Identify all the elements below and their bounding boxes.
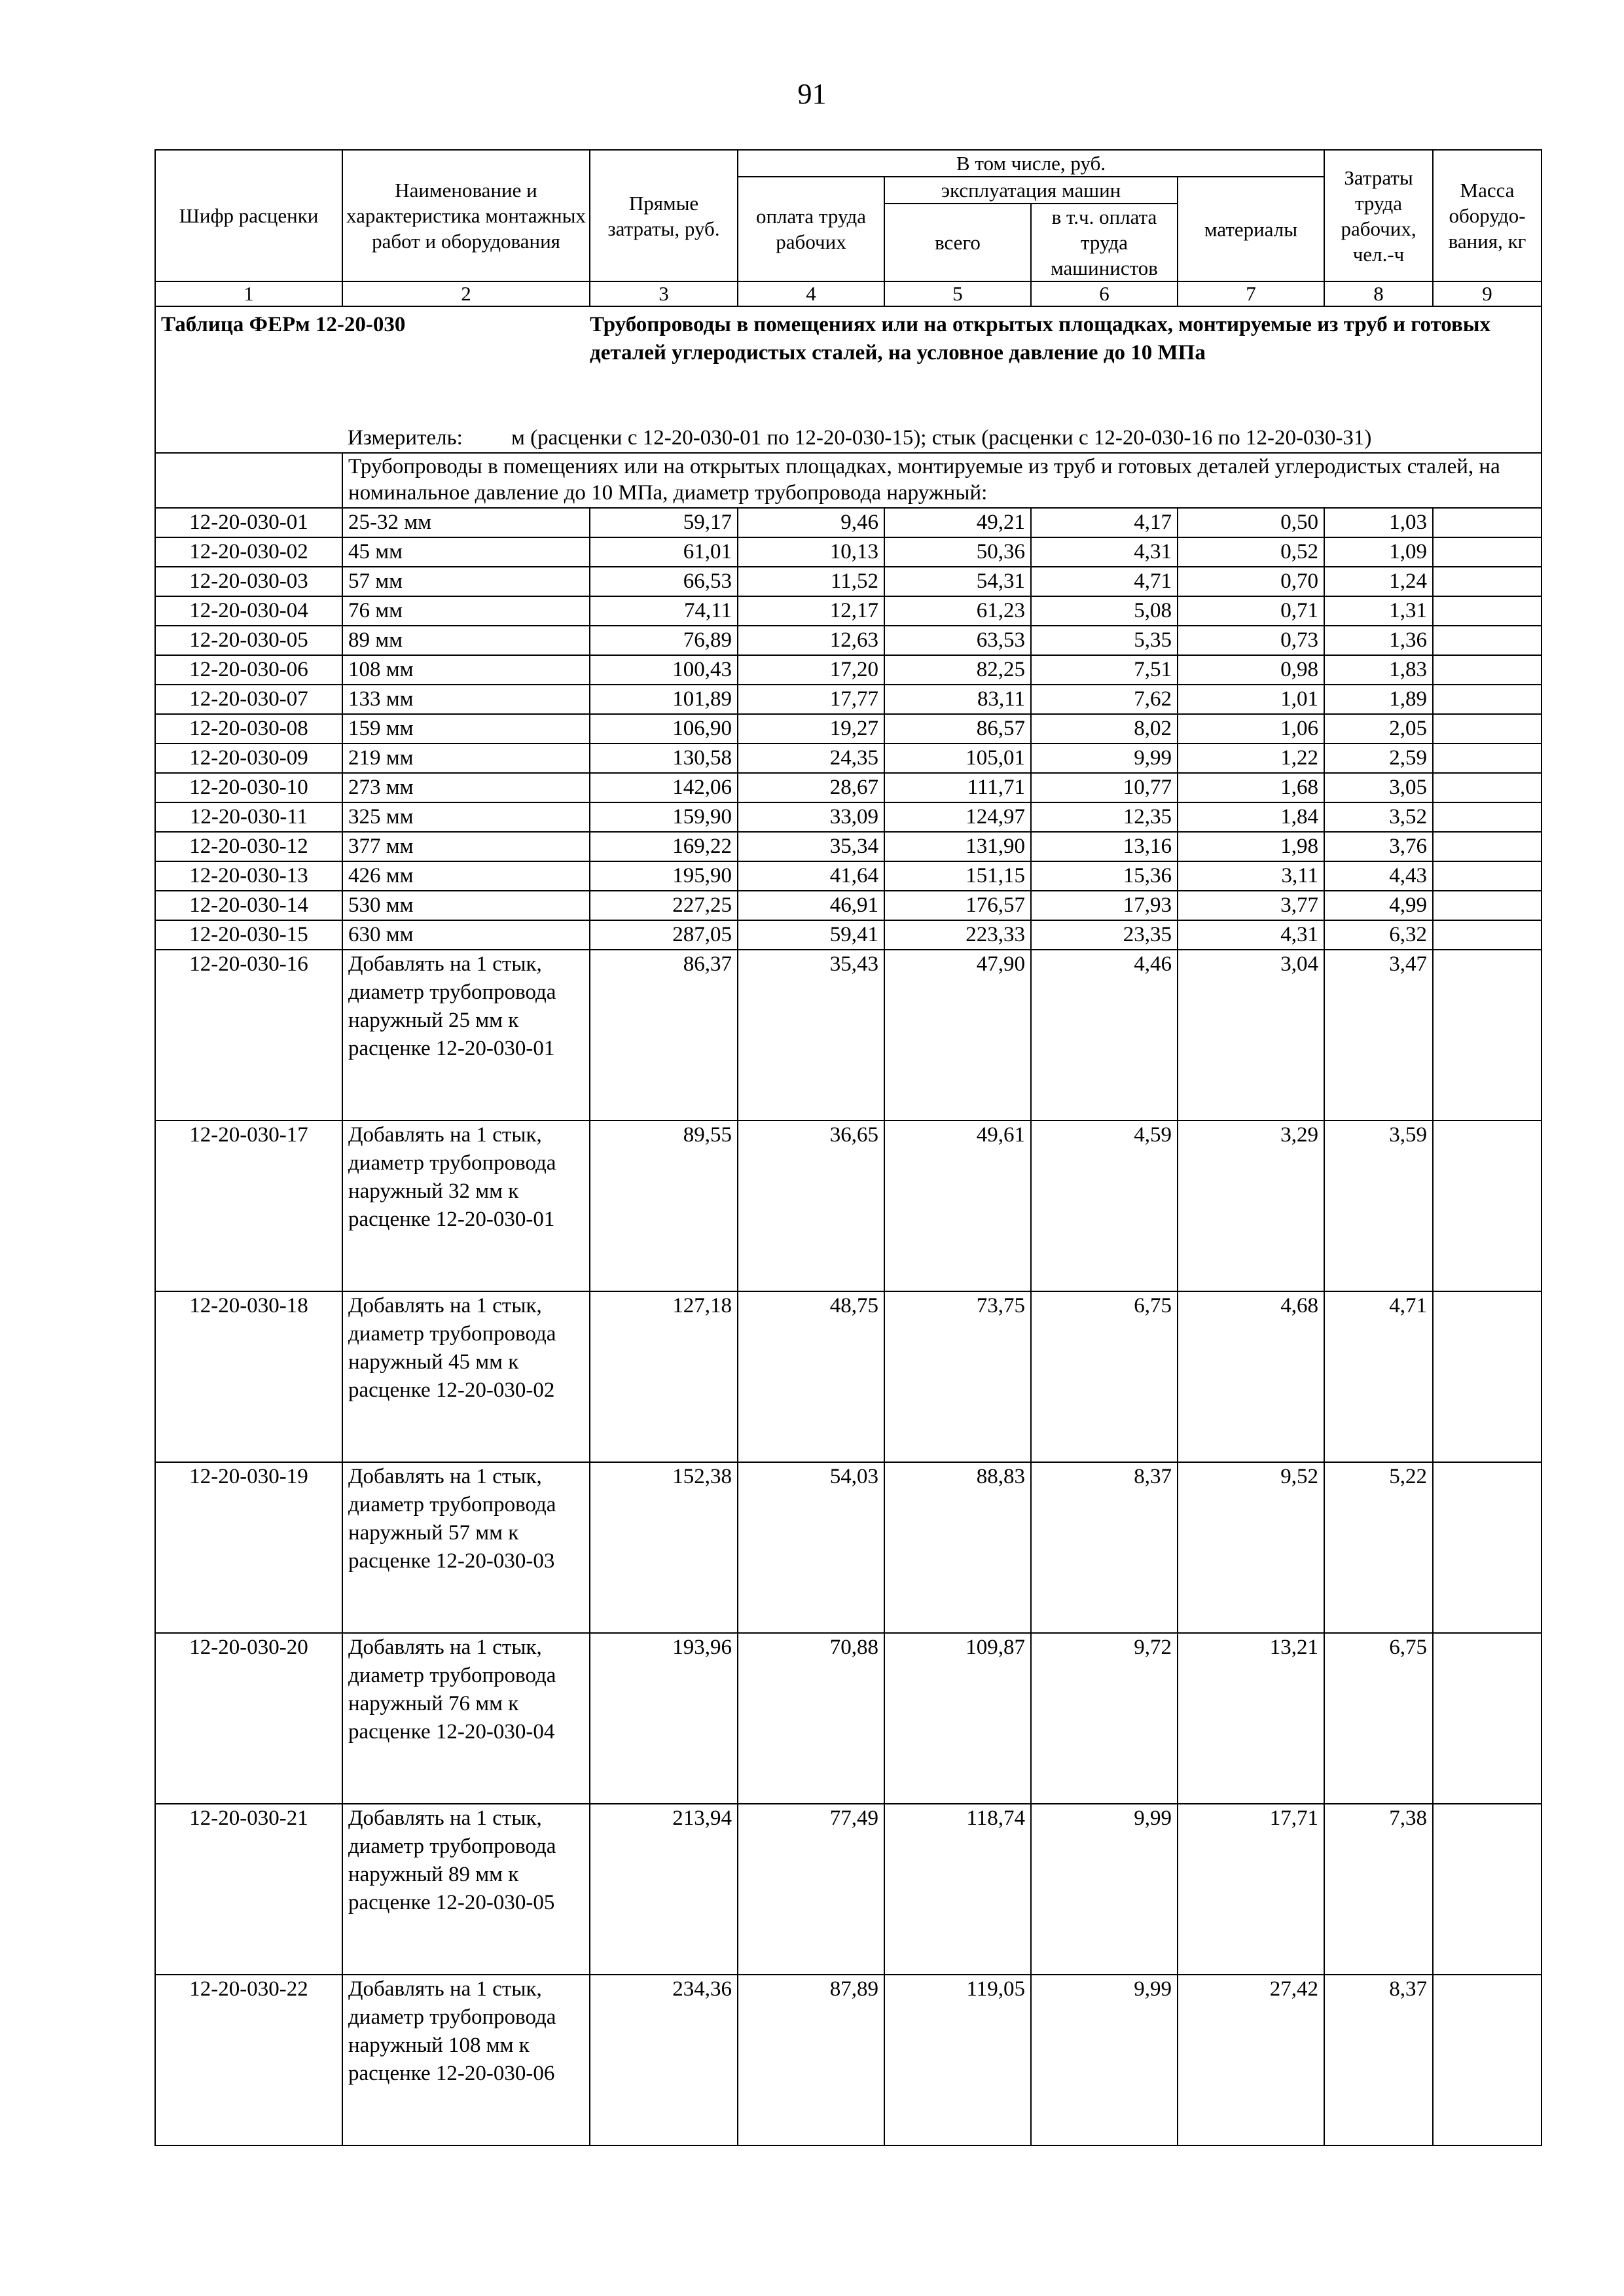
materials-cost: 1,98 [1178,832,1324,861]
direct-cost: 76,89 [590,626,738,655]
materials-cost: 3,29 [1178,1121,1324,1291]
machine-cost: 47,90 [884,950,1031,1121]
machine-cost: 73,75 [884,1291,1031,1462]
rate-code: 12-20-030-03 [155,567,342,596]
work-name: 45 мм [342,537,590,567]
table-row [155,832,1542,861]
materials-cost: 0,52 [1178,537,1324,567]
labor-cost: 1,24 [1324,567,1433,596]
col-number: 7 [1178,281,1324,306]
col-number: 5 [884,281,1031,306]
machinist-wage: 15,36 [1031,861,1178,891]
table-row [155,714,1542,744]
rate-code: 12-20-030-08 [155,714,342,744]
table-row [155,744,1542,773]
labor-cost: 1,09 [1324,537,1433,567]
direct-cost: 213,94 [590,1804,738,1975]
table-row [155,920,1542,950]
header-mass: Масса оборудо-вания, кг [1433,150,1542,281]
page-number: 91 [797,78,827,110]
labor-cost: 3,47 [1324,950,1433,1121]
rate-code: 12-20-030-17 [155,1121,342,1291]
header-machines: эксплуатация машин [884,177,1178,204]
work-name: Добавлять на 1 стык, диаметр трубопровода наружный 45 мм к расценке 12-20-030-02 [342,1291,590,1462]
work-name: 273 мм [342,773,590,802]
header-direct: Прямые затраты, руб. [590,150,738,281]
materials-cost: 3,04 [1178,950,1324,1121]
direct-cost: 152,38 [590,1462,738,1633]
machine-cost: 223,33 [884,920,1031,950]
machinist-wage: 7,62 [1031,685,1178,714]
machine-cost: 109,87 [884,1633,1031,1804]
equipment-mass [1433,802,1542,832]
col-number: 6 [1031,281,1178,306]
labor-cost: 2,05 [1324,714,1433,744]
worker-wage: 12,17 [738,596,884,626]
work-name: Добавлять на 1 стык, диаметр трубопровода наружный 57 мм к расценке 12-20-030-03 [342,1462,590,1633]
table-row [155,655,1542,685]
labor-cost: 1,83 [1324,655,1433,685]
table-row [155,685,1542,714]
rate-code: 12-20-030-16 [155,950,342,1121]
machinist-wage: 7,51 [1031,655,1178,685]
machine-cost: 83,11 [884,685,1031,714]
equipment-mass [1433,685,1542,714]
equipment-mass [1433,773,1542,802]
machine-cost: 131,90 [884,832,1031,861]
labor-cost: 8,37 [1324,1975,1433,2145]
labor-cost: 2,59 [1324,744,1433,773]
worker-wage: 11,52 [738,567,884,596]
worker-wage: 35,34 [738,832,884,861]
work-name: 630 мм [342,920,590,950]
table-code: Таблица ФЕРм 12-20-030 [155,306,590,424]
worker-wage: 17,20 [738,655,884,685]
direct-cost: 61,01 [590,537,738,567]
materials-cost: 0,73 [1178,626,1324,655]
machinist-wage: 4,59 [1031,1121,1178,1291]
table-row [155,861,1542,891]
header-labor: Затраты труда рабочих, чел.-ч [1324,150,1433,281]
machinist-wage: 9,99 [1031,1975,1178,2145]
equipment-mass [1433,891,1542,920]
materials-cost: 4,68 [1178,1291,1324,1462]
equipment-mass [1433,1291,1542,1462]
measure-line [342,424,1542,453]
table-title: Трубопроводы в помещениях или на открытых площадках, монтируемые из труб и готовых деталей углеродистых сталей, на условное давление до 10 МПа [590,306,1542,424]
direct-cost: 142,06 [590,773,738,802]
machine-cost: 111,71 [884,773,1031,802]
equipment-mass [1433,1121,1542,1291]
direct-cost: 127,18 [590,1291,738,1462]
direct-cost: 130,58 [590,744,738,773]
col-number: 4 [738,281,884,306]
materials-cost: 0,70 [1178,567,1324,596]
materials-cost: 3,11 [1178,861,1324,891]
worker-wage: 41,64 [738,861,884,891]
direct-cost: 74,11 [590,596,738,626]
rate-code: 12-20-030-19 [155,1462,342,1633]
direct-cost: 287,05 [590,920,738,950]
materials-cost: 1,22 [1178,744,1324,773]
work-name: Добавлять на 1 стык, диаметр трубопровода наружный 25 мм к расценке 12-20-030-01 [342,950,590,1121]
worker-wage: 9,46 [738,508,884,537]
machinist-wage: 9,99 [1031,744,1178,773]
table-row [155,950,1542,1121]
work-name: 108 мм [342,655,590,685]
machine-cost: 118,74 [884,1804,1031,1975]
table-row [155,1291,1542,1462]
machinist-wage: 9,99 [1031,1804,1178,1975]
machine-cost: 151,15 [884,861,1031,891]
worker-wage: 36,65 [738,1121,884,1291]
materials-cost: 0,50 [1178,508,1324,537]
machinist-wage: 10,77 [1031,773,1178,802]
labor-cost: 4,99 [1324,891,1433,920]
rate-code: 12-20-030-14 [155,891,342,920]
table-row [155,567,1542,596]
machinist-wage: 9,72 [1031,1633,1178,1804]
work-name: Добавлять на 1 стык, диаметр трубопровода наружный 89 мм к расценке 12-20-030-05 [342,1804,590,1975]
equipment-mass [1433,1462,1542,1633]
table-row [155,1804,1542,1975]
labor-cost: 1,89 [1324,685,1433,714]
work-name: 76 мм [342,596,590,626]
machine-cost: 63,53 [884,626,1031,655]
labor-cost: 3,52 [1324,802,1433,832]
rate-code: 12-20-030-12 [155,832,342,861]
work-name: Добавлять на 1 стык, диаметр трубопровода наружный 76 мм к расценке 12-20-030-04 [342,1633,590,1804]
table-row [155,1462,1542,1633]
table-row [155,891,1542,920]
worker-wage: 10,13 [738,537,884,567]
table-row [155,626,1542,655]
table-row [155,508,1542,537]
rate-code: 12-20-030-15 [155,920,342,950]
labor-cost: 3,59 [1324,1121,1433,1291]
direct-cost: 89,55 [590,1121,738,1291]
worker-wage: 46,91 [738,891,884,920]
header-incl: В том числе, руб. [738,150,1324,177]
labor-cost: 3,76 [1324,832,1433,861]
machinist-wage: 5,08 [1031,596,1178,626]
worker-wage: 87,89 [738,1975,884,2145]
table-row [155,773,1542,802]
rates-table [154,149,1542,2146]
equipment-mass [1433,508,1542,537]
equipment-mass [1433,655,1542,685]
direct-cost: 234,36 [590,1975,738,2145]
materials-cost: 1,06 [1178,714,1324,744]
direct-cost: 100,43 [590,655,738,685]
worker-wage: 54,03 [738,1462,884,1633]
direct-cost: 59,17 [590,508,738,537]
machinist-wage: 5,35 [1031,626,1178,655]
work-name: 25-32 мм [342,508,590,537]
work-name: Добавлять на 1 стык, диаметр трубопровода наружный 108 мм к расценке 12-20-030-06 [342,1975,590,2145]
rate-code: 12-20-030-01 [155,508,342,537]
direct-cost: 66,53 [590,567,738,596]
work-name: 159 мм [342,714,590,744]
rate-code: 12-20-030-06 [155,655,342,685]
machine-cost: 61,23 [884,596,1031,626]
machinist-wage: 8,37 [1031,1462,1178,1633]
equipment-mass [1433,626,1542,655]
header-code: Шифр расценки [155,150,342,281]
header-machines-total: всего [884,204,1031,281]
table-row [155,1121,1542,1291]
col-number: 8 [1324,281,1433,306]
col-number: 9 [1433,281,1542,306]
equipment-mass [1433,1804,1542,1975]
col-number: 1 [155,281,342,306]
rate-code: 12-20-030-20 [155,1633,342,1804]
direct-cost: 227,25 [590,891,738,920]
machinist-wage: 4,46 [1031,950,1178,1121]
equipment-mass [1433,920,1542,950]
rate-code: 12-20-030-05 [155,626,342,655]
work-name: 530 мм [342,891,590,920]
labor-cost: 6,32 [1324,920,1433,950]
header-machines-wage: в т.ч. оплата труда машинистов [1031,204,1178,281]
machinist-wage: 12,35 [1031,802,1178,832]
table-row [155,1975,1542,2145]
machinist-wage: 13,16 [1031,832,1178,861]
labor-cost: 5,22 [1324,1462,1433,1633]
machine-cost: 54,31 [884,567,1031,596]
rate-code: 12-20-030-21 [155,1804,342,1975]
machine-cost: 50,36 [884,537,1031,567]
machinist-wage: 23,35 [1031,920,1178,950]
work-name: 89 мм [342,626,590,655]
labor-cost: 1,36 [1324,626,1433,655]
work-name: 57 мм [342,567,590,596]
machine-cost: 105,01 [884,744,1031,773]
equipment-mass [1433,1975,1542,2145]
machine-cost: 176,57 [884,891,1031,920]
equipment-mass [1433,596,1542,626]
direct-cost: 101,89 [590,685,738,714]
machinist-wage: 4,31 [1031,537,1178,567]
labor-cost: 4,71 [1324,1291,1433,1462]
direct-cost: 159,90 [590,802,738,832]
labor-cost: 1,31 [1324,596,1433,626]
col-number: 3 [590,281,738,306]
col-number: 2 [342,281,590,306]
labor-cost: 1,03 [1324,508,1433,537]
equipment-mass [1433,537,1542,567]
materials-cost: 9,52 [1178,1462,1324,1633]
rate-code: 12-20-030-04 [155,596,342,626]
work-name: 426 мм [342,861,590,891]
machinist-wage: 4,17 [1031,508,1178,537]
machinist-wage: 8,02 [1031,714,1178,744]
machine-cost: 124,97 [884,802,1031,832]
rate-code: 12-20-030-02 [155,537,342,567]
machine-cost: 49,61 [884,1121,1031,1291]
worker-wage: 17,77 [738,685,884,714]
equipment-mass [1433,950,1542,1121]
materials-cost: 1,84 [1178,802,1324,832]
measure-text: м (расценки с 12-20-030-01 по 12-20-030-15); стык (расценки с 12-20-030-16 по 12-20-030-31) [511,426,1372,450]
work-name: Добавлять на 1 стык, диаметр трубопровода наружный 32 мм к расценке 12-20-030-01 [342,1121,590,1291]
worker-wage: 48,75 [738,1291,884,1462]
labor-cost: 7,38 [1324,1804,1433,1975]
table-row [155,802,1542,832]
direct-cost: 106,90 [590,714,738,744]
machine-cost: 82,25 [884,655,1031,685]
rate-code: 12-20-030-18 [155,1291,342,1462]
equipment-mass [1433,832,1542,861]
table-row [155,596,1542,626]
work-name: 377 мм [342,832,590,861]
worker-wage: 33,09 [738,802,884,832]
materials-cost: 1,68 [1178,773,1324,802]
labor-cost: 3,05 [1324,773,1433,802]
materials-cost: 13,21 [1178,1633,1324,1804]
worker-wage: 19,27 [738,714,884,744]
machine-cost: 119,05 [884,1975,1031,2145]
direct-cost: 195,90 [590,861,738,891]
machinist-wage: 4,71 [1031,567,1178,596]
worker-wage: 35,43 [738,950,884,1121]
equipment-mass [1433,1633,1542,1804]
worker-wage: 77,49 [738,1804,884,1975]
worker-wage: 70,88 [738,1633,884,1804]
direct-cost: 169,22 [590,832,738,861]
materials-cost: 4,31 [1178,920,1324,950]
equipment-mass [1433,714,1542,744]
section-description: Трубопроводы в помещениях или на открытых площадках, монтируемые из труб и готовых деталей углеродистых сталей, на номинальное давление до 10 МПа, диаметр трубопровода наружный: [342,453,1542,508]
rate-code: 12-20-030-22 [155,1975,342,2145]
rate-code: 12-20-030-13 [155,861,342,891]
work-name: 219 мм [342,744,590,773]
worker-wage: 24,35 [738,744,884,773]
direct-cost: 193,96 [590,1633,738,1804]
machine-cost: 88,83 [884,1462,1031,1633]
equipment-mass [1433,861,1542,891]
header-name: Наименование и характеристика монтажных работ и оборудования [342,150,590,281]
labor-cost: 4,43 [1324,861,1433,891]
measure-label: Измеритель: [348,426,463,450]
rate-code: 12-20-030-10 [155,773,342,802]
worker-wage: 59,41 [738,920,884,950]
worker-wage: 12,63 [738,626,884,655]
work-name: 133 мм [342,685,590,714]
direct-cost: 86,37 [590,950,738,1121]
rate-code: 12-20-030-09 [155,744,342,773]
table-row [155,537,1542,567]
machine-cost: 86,57 [884,714,1031,744]
labor-cost: 6,75 [1324,1633,1433,1804]
materials-cost: 1,01 [1178,685,1324,714]
table-row [155,1633,1542,1804]
equipment-mass [1433,567,1542,596]
equipment-mass [1433,744,1542,773]
materials-cost: 3,77 [1178,891,1324,920]
materials-cost: 27,42 [1178,1975,1324,2145]
header-wage: оплата труда рабочих [738,177,884,281]
header-materials: материалы [1178,177,1324,281]
machinist-wage: 17,93 [1031,891,1178,920]
materials-cost: 0,98 [1178,655,1324,685]
machine-cost: 49,21 [884,508,1031,537]
materials-cost: 17,71 [1178,1804,1324,1975]
rate-code: 12-20-030-07 [155,685,342,714]
machinist-wage: 6,75 [1031,1291,1178,1462]
worker-wage: 28,67 [738,773,884,802]
work-name: 325 мм [342,802,590,832]
rate-code: 12-20-030-11 [155,802,342,832]
materials-cost: 0,71 [1178,596,1324,626]
